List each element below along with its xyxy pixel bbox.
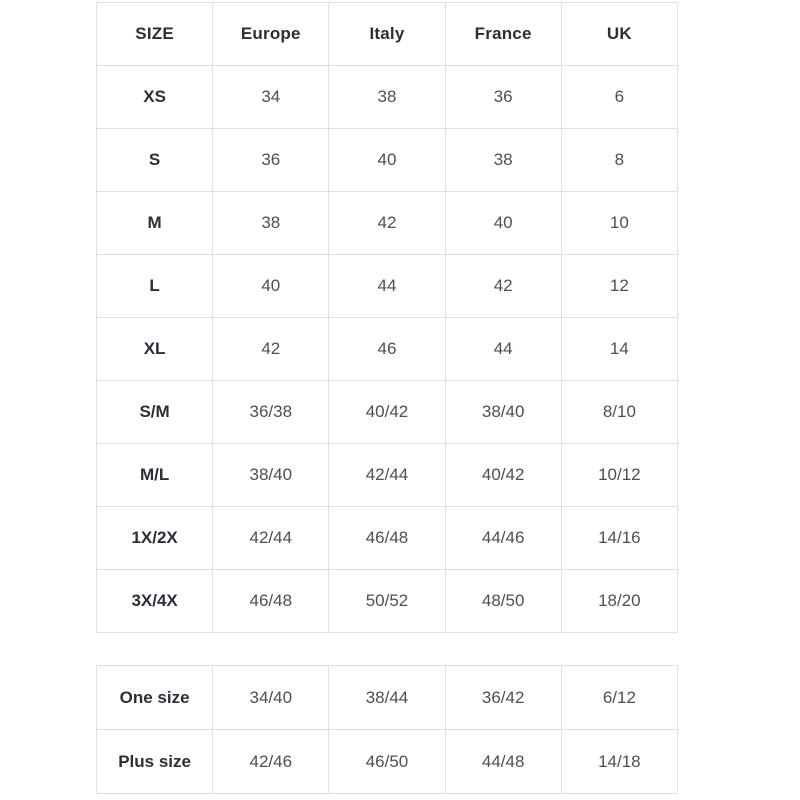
cell-uk: 14/16 — [561, 507, 677, 570]
table-header-row — [97, 3, 678, 66]
cell-france: 40 — [445, 192, 561, 255]
cell-france: 38 — [445, 129, 561, 192]
table-row-one-size — [97, 666, 678, 730]
size-label: S — [97, 129, 213, 192]
cell-france: 44/46 — [445, 507, 561, 570]
special-sizes-table — [96, 665, 678, 794]
cell-france: 38/40 — [445, 381, 561, 444]
cell-uk: 10/12 — [561, 444, 677, 507]
cell-europe: 40 — [213, 255, 329, 318]
table-row-s — [97, 129, 678, 192]
cell-uk: 12 — [561, 255, 677, 318]
cell-france: 44/48 — [445, 730, 561, 794]
table-row-m-l — [97, 444, 678, 507]
size-label: M/L — [97, 444, 213, 507]
size-conversion-table-body — [97, 66, 678, 633]
cell-uk: 10 — [561, 192, 677, 255]
size-label: XS — [97, 66, 213, 129]
cell-france: 36/42 — [445, 666, 561, 730]
cell-europe: 42/44 — [213, 507, 329, 570]
table-row-xl — [97, 318, 678, 381]
cell-uk: 6/12 — [561, 666, 677, 730]
cell-italy: 40/42 — [329, 381, 445, 444]
cell-uk: 18/20 — [561, 570, 677, 633]
cell-italy: 38 — [329, 66, 445, 129]
cell-france: 36 — [445, 66, 561, 129]
size-label: M — [97, 192, 213, 255]
cell-italy: 46/50 — [329, 730, 445, 794]
cell-france: 48/50 — [445, 570, 561, 633]
column-header-europe: Europe — [213, 3, 329, 66]
size-label: 3X/4X — [97, 570, 213, 633]
cell-europe: 42 — [213, 318, 329, 381]
size-label: S/M — [97, 381, 213, 444]
size-label: XL — [97, 318, 213, 381]
cell-uk: 8/10 — [561, 381, 677, 444]
cell-italy: 42 — [329, 192, 445, 255]
cell-europe: 34/40 — [213, 666, 329, 730]
cell-france: 40/42 — [445, 444, 561, 507]
size-conversion-table-head — [97, 3, 678, 66]
table-row-m — [97, 192, 678, 255]
table-row-l — [97, 255, 678, 318]
cell-italy: 44 — [329, 255, 445, 318]
table-row-plus-size — [97, 730, 678, 794]
column-header-uk: UK — [561, 3, 677, 66]
cell-europe: 36 — [213, 129, 329, 192]
cell-italy: 38/44 — [329, 666, 445, 730]
cell-uk: 6 — [561, 66, 677, 129]
cell-europe: 38 — [213, 192, 329, 255]
size-label: One size — [97, 666, 213, 730]
table-row-3x-4x — [97, 570, 678, 633]
cell-europe: 46/48 — [213, 570, 329, 633]
size-label: Plus size — [97, 730, 213, 794]
cell-uk: 8 — [561, 129, 677, 192]
cell-europe: 42/46 — [213, 730, 329, 794]
size-label: 1X/2X — [97, 507, 213, 570]
column-header-italy: Italy — [329, 3, 445, 66]
column-header-france: France — [445, 3, 561, 66]
cell-italy: 46 — [329, 318, 445, 381]
size-label: L — [97, 255, 213, 318]
cell-uk: 14 — [561, 318, 677, 381]
cell-uk: 14/18 — [561, 730, 677, 794]
table-gap — [96, 633, 800, 665]
cell-italy: 50/52 — [329, 570, 445, 633]
size-conversion-table — [96, 2, 678, 633]
cell-italy: 42/44 — [329, 444, 445, 507]
cell-france: 42 — [445, 255, 561, 318]
column-header-size: SIZE — [97, 3, 213, 66]
special-sizes-table-body — [97, 666, 678, 794]
table-row-xs — [97, 66, 678, 129]
cell-france: 44 — [445, 318, 561, 381]
cell-europe: 36/38 — [213, 381, 329, 444]
cell-italy: 46/48 — [329, 507, 445, 570]
cell-europe: 38/40 — [213, 444, 329, 507]
table-row-1x-2x — [97, 507, 678, 570]
cell-italy: 40 — [329, 129, 445, 192]
cell-europe: 34 — [213, 66, 329, 129]
table-row-s-m — [97, 381, 678, 444]
